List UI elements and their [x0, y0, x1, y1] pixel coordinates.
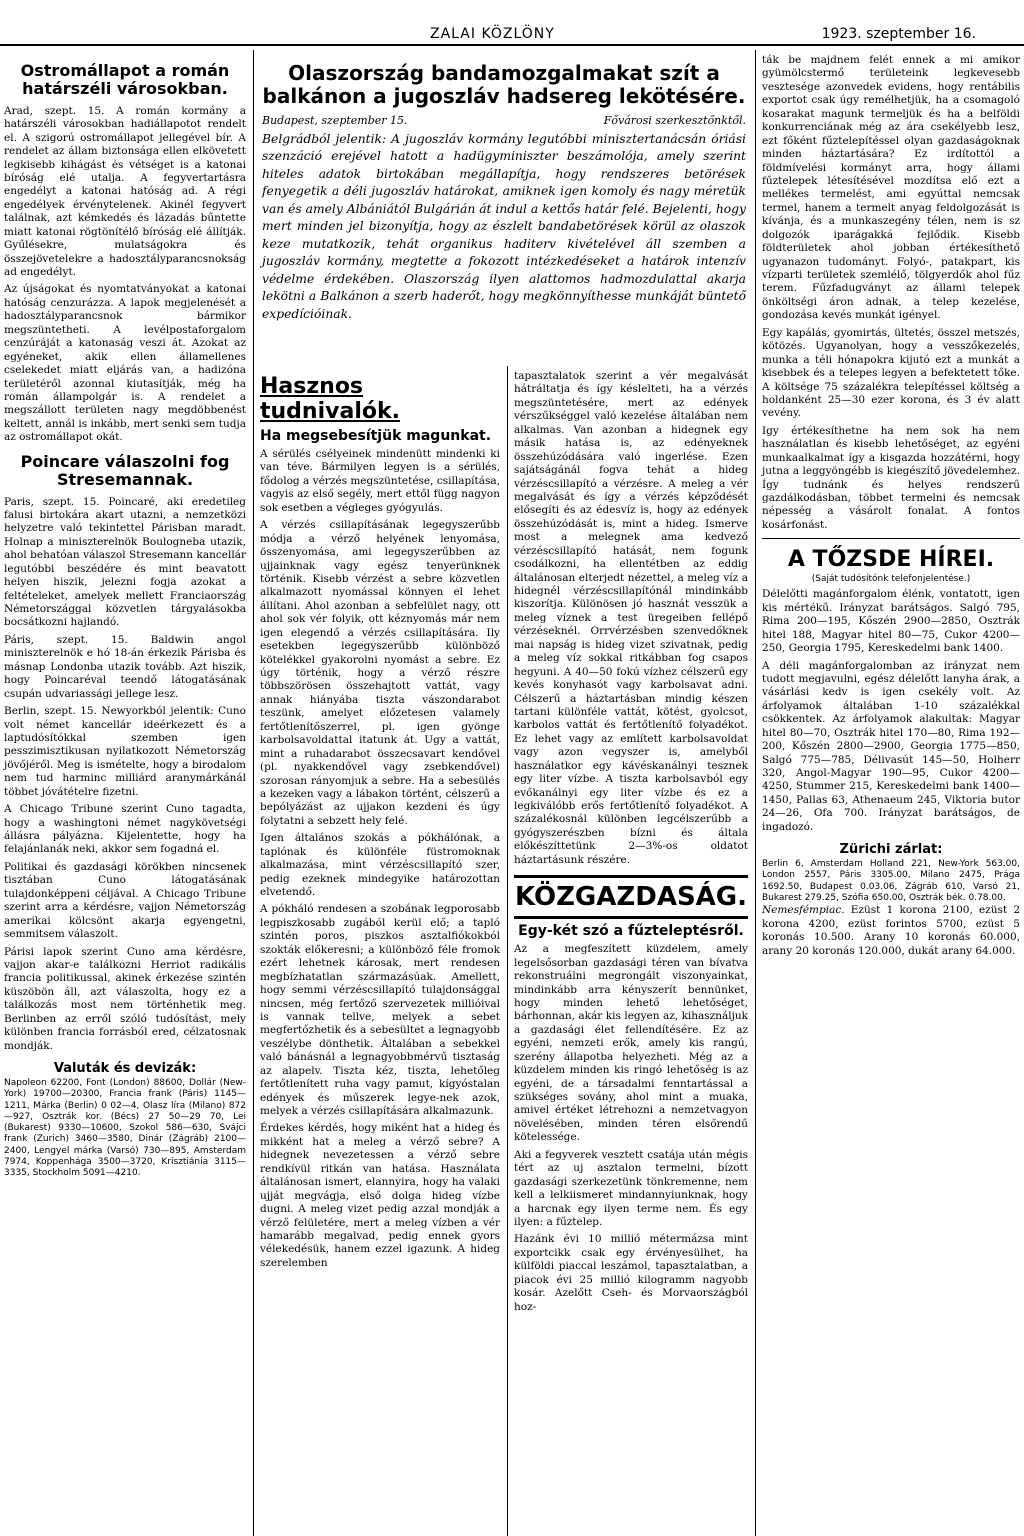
- article-paragraph: Politikai és gazdasági körökben nincsenek tisztában Cuno látogatásának tulajdonképpeni céljával. A Chicago Tribune szerint arra a kérdésre, vajjon Németország amerikai kölcsönt akarja egyengetni, semmitsem válaszolt.: [4, 860, 246, 941]
- article-paragraph: A vérzés csillapításának legegyszerűbb módja a vérző helyének lenyomása, összenyomása, ami legegyszerűbben az ujjainknak vagy egész tenyerünknek történik. Kisebb vérzést a sebre közvetlen alkalmazott nyomással könnyen el lehet állítani. Ahol azonban a sebfelület nagy, ott ahol sok vér folyik, ott kéznyomás már nem igen elegendő a vérzés csillapítására. Ily esetekben legegyszerűbb különböző kötelékkel gyakorolni nyomást a sebre. Ez úgy történik, hogy a vérző részre többszörösen összehajtott vattát, vagy annak hiányába tiszta vászondarabot teszünk, amelyet előzetesen valamely fertőtlenítőszerrel, pl. igen gyönge karbolsavoldattal itatunk át. Ugy a vattát, mint a ruhadarabot összecsavart kendővel (pl. nyakkendővel vagy zsebkendővel) szorosan rányomjuk a sebre. Ha a sebesülés a kezeken vagy a lábakon történt, célszerű a bepólyázást az ujjakon kezdeni és úgy folytatni a sebzett hely felé.: [260, 519, 500, 827]
- sub-title-sebesules: Ha megsebesítjük magunkat.: [260, 428, 492, 444]
- column-1: [0, 54, 250, 1530]
- column-4: [758, 54, 1024, 1530]
- article-paragraph: Berlin, szept. 15. Newyorkból jelentik: Cuno volt német kancellár ideérkezett és a laptudósítókkal szemben igen pesszimisztikusan nyilatkozott Németország jövőjéről. Meg is ismételte, hogy a birodalom nem tud harminc milliárd aranymárkánál többet jóvátételre fizetni.: [4, 705, 246, 798]
- lead-text: Belgrádból jelentik: A jugoszláv kormány legutóbbi minisztertanácsán óriási szenzáció erejével hatott a hadügyminiszter beszámolója, amely szerint hiteles adatok birtokában megállapítja, hogy rendszeres betörések fenyegetik a déli jugoszláv határokat, amiknek igen komoly és nagy méretük van és amely Albániától Bulgárián át indul a kettős határ felé. Bejelenti, hogy mert minden jel bizonyítja, hogy az észlelt bandabetörések körül az olaszok keze mutatkozik, tehát organikus haditerv kivételével áll szemben a jugoszláv kormány, megtette a fokozott intézkedéseket a határok intenzív védelme érdekében. Olaszország ilyen alattomos hadmozdulattal akarja lekötni a Balkánon a szerb haderőt, hogy megkönnyíthesse munkáját büntető expedícióinak.: [262, 132, 746, 321]
- article-paragraph: A sérülés csélyeinek mindenütt mindenki ki van téve. Bármilyen legyen is a sérülés, fődolog a vérzés megszüntetése, csillapítása, vagyis az első segély, mert ettől függ nagyon sok esetben a végleges gyógyulás.: [260, 448, 500, 514]
- section-title-kozgazdasag: KÖZGAZDASÁG.: [514, 875, 748, 919]
- article-paragraph: Arad, szept. 15. A román kormány a határszéli városokban hadiállapotot rendelt el. A szigorú ostromállapot jellegével bír. A rendelet az állam biztonsága ellen elkövetett legkisebb kihágást és vétséget is a katonai bíróság elé utalja. A fegyvertartásra engedélyt a katonai hatóság ad. A régi engedélyek érvénytelenek. Akinél fegyvert találnak, azt kémkedés és lázadás bűntette miatt katonai rögtönítélő bíróság elé állítják. Gyűlésekre, mulatságokra és összejövetelekre a hadosztályparancsnokság ad engedélyt.: [4, 104, 246, 279]
- article-paragraph: A Chicago Tribune szerint Cuno tagadta, hogy a washingtoni német nagykövetségi állásra pályázna. Kijelentette, hogy ha felajánlanák neki, akkor sem fogadná el.: [4, 803, 246, 856]
- currency-title: Valuták és devizák:: [53, 1061, 197, 1076]
- article-paragraph: A pókháló rendesen a szobának legporosabb legpiszkosabb zugából kerül elő; a tapló szintén poros, piszkos asztalfiókokból szokták előkeresni; a különböző féle fromok ezért lehetnek károsak, mert rendesen megbízhatatlan származásúak. Amellett, hogy semmi vérzéscsillapító tulajdonsággal nincsen, még fertőző szervezetek millióival is vannak tellve, melyek a sebet megfertőzhetik és a sebesültet a legnagyobb veszélybe dönthetik. Általában a sebekkel való bánásnál a legnagyobbmérvű tisztaság az alapelv. Tiszta kéz, tiszta, lehetőleg fertőtlenített ruha vagy pamut, kígyóstalan edények és műszerek legye-nek azok, melyek a vérzés csillapítására alkalmazunk.: [260, 903, 500, 1117]
- header-rule: [0, 44, 1024, 46]
- paper-title: ZALAI KÖZLÖNY: [430, 26, 555, 42]
- article-paragraph: Párisi lapok szerint Cuno ama kérdésre, vajjon akar-e találkozni Herriot radikális francia politikussal, akinek érkezése szintén küszöbön áll, azt válaszolta, hogy ez a találkozás most nem történhetik meg. Berlinben az erről szóló tudósítást, mely különben francia forrásból ered, célzatosnak mondják.: [4, 945, 246, 1052]
- dateline-source: Fővárosi szerkesztőnktől.: [603, 114, 746, 127]
- article-paragraph: Az a megfeszített küzdelem, amely legelsősorban gazdasági téren van bívatva rekonstruálni megrongált viszonyainkat, mindinkább arra kényszerít bennünket, hogy minden lehető lehetőséget, bárhonnan, akár kis legyen az, kihasználjuk a gazdasági élet fellendítésére. Ez az egyéni, nemzeti erők, amely kis rangú, szerény állapotba helyezheti. Még az a küzdelem minden kis ringó lehetőség is az egyéni, de a társadalmi fenntartással a szükséges sovány, ahol mint a muaka, amivel értéket létrehozni a nemzetvagyon növelésében, minden téren elsőrendű kötelessége.: [514, 943, 748, 1144]
- article-paragraph: Igy értékesíthetne ha nem sok ha nem használatlan és kisebb lehetőséget, az egyéni munkaalkalmat így a kisgazda hozzátérni, hogy jutna a leggyöngébb is kiegészítő jövedelemhez. Így tudnánk és helyes rendszerű gazdálkodásban, többet termelni és nemcsak népesség a vásárolt fonalat. A fontos kosárfonást.: [762, 424, 1020, 531]
- page-header: [0, 26, 1024, 44]
- article-paragraph: Az újságokat és nyomtatványokat a katonai hatóság cenzurázza. A lapok megjelenését a hadosztályparancsnok bármikor megszüntetheti. A levélpostaforgalom cenzúráját a katonaság veszi át. Azokat az egyéneket, akik ellen államellenes cselekedet miatt eljárás van, a hadizóna területéről azonnal kiutasítják, még ha román állampolgár is. A rendelet a megszállott területen nagy megdöbbenést keltett, annál is inkább, mert senki sem tudja az ostromállapot okát.: [4, 283, 246, 444]
- article-paragraph: Páris, szept. 15. Baldwin angol miniszterelnök e hó 18-án érkezik Párisba és másnap Londonba utazik tovább. Azt hiszik, hogy Poincaréval teendő látogatásának csupán udvariassági jellege lesz.: [4, 633, 246, 700]
- lead-article: [256, 54, 752, 364]
- tozsde-note: (Saját tudósítónk telefonjelentése.): [811, 574, 971, 585]
- article-paragraph: A déli magánforgalomban az irányzat nem tudott megjavulni, egész délelőtt lanyha árak, a vásárlási kedv is igen csekély volt. Az árfolyamok általában 1-10 százalékkal csökkentek. Az árfolyamok alakultak: Magyar hitel 80—70, Osztrák hitel 170—80, Rima 192—200, Kőszén 2800—2900, Georgia 1775—850, Salgó 775—785, Délivasút 145—50, Holherr 320, Angol-Magyar 190—95, Cukor 4200—4250, Stummer 215, Kereskedelmi bank 1400—1450, Pallas 63, Athenaeum 245, Viktoria butor 24—26, Ofa 700. Irányzat barátságos, de ingadozó.: [762, 659, 1020, 833]
- nemesfem-paragraph: [762, 904, 1020, 958]
- article-paragraph: tapasztalatok szerint a vér megalvását hátráltatja és így késlelteti, ha a vérzés megszüntetésére, mert az edények vérszűkséggel való kezelése általában nem alkalmas. Van azonban a hidegnek egy másik hatása is, az edényeknek összehúzódására való ingerlése. Ezen sajátságánál fogva tehát a hideg vérzéscsillapító a vérzésre. A meleg a vér megalvását és így a vérzés képződését elősegíti és az édesvíz is, hogy az edények összehúzódását is, mint a hideg. Ismerve most a melegnek ama kedvező vérzéscsillapító hatását, nem fogunk csodálkozni, ha ellentétben az eddig általánosan elterjedt nézettel, a meleg víz a hidegnél vérzéscsillapítónál mindinkább kiszorítja. Különösen jó hasznát vesszük a meleg víznek a test üregeiben fellépő vérzéseknél. Orrvérzésben szenvedőknek mai napság is hideg vizet szivatnak, pedig a meleg víz sokkal ritkábban fog csapos hegyuni. A 40—50 fokú vízhez célszerű egy kevés konyhasót vagy karbolsavat adni. Célszerű a háztartásban mindig készen tartani különféle vattát, kötést, gyolcsot, karbolos vattát és fertőtlenítő folyadékot. Ez lehet vagy az említett karbolsavoldat vagy azon vegyszer is, amelyből használatkor egy kávéskanálnyi tesznek egy liter vízbe. A tiszta karbolsavból egy evőkanálnyi egy liter vízbe és ez a legkiválóbb erős fertőtlenítő folyadékot. A százalékosnál különben legcélszerűbb a gyógyszerészben bízni és általa előkészíttetünk 2—3%-os oldatot háztartásunk részére.: [514, 370, 748, 866]
- column-divider: [755, 50, 756, 1536]
- nemesfem-title: Nemesfémpiac.: [762, 904, 845, 917]
- article-paragraph: Érdekes kérdés, hogy miként hat a hideg és mikként hat a meleg a vérző sebre? A hidegnek nevezetessen a vérző sebre rendkívül ritkán van hatása. Használata általánosan ismert, elannyira, hogy ha valaki ujját megvágja, első dolga hideg vízbe dugni. A meleg vizet pedig azzal mondják a vérző felületére, mert a meleg vízben a vér hamarább megalvad, pedig ennek gyors vélekedésük, hanem ezzel igazunk. A hideg szerelemben: [260, 1122, 500, 1269]
- dateline-place: Budapest, szeptember 15.: [262, 114, 408, 127]
- article-paragraph: Igen általános szokás a pókhálónak, a taplónak és különféle füstromoknak alkalmazása, mint vérzéscsillapító szer, pedig ezeknek mindegyike határozottan elvetendő.: [260, 832, 500, 898]
- lead-headline: Olaszország bandamozgalmakat szít a balkánon a jugoszláv hadsereg lekötésére.: [262, 61, 746, 108]
- section-title-hasznos: Hasznos tudnivalók.: [260, 374, 400, 424]
- headline-ostromallapot: Ostromállapot a román határszéli városokban.: [20, 61, 230, 99]
- column-2: [256, 370, 504, 1530]
- article-paragraph: ták be majdnem felét ennek a mi amikor gyümölcstermő területeink legkevesebb vesztesége azonvedek evidens, hogy rentábilis exportot csak úgy remélhetjük, ha a csomagoló kosarakat magunk termeljük és ha a belföldi konkurrenciának még az ára csekélyebb lesz, ezt főként fűztelepítéssel olyan gazdaságoknak minden háztartására? Ez irdítottól a földmívelési kormányt arra, hogy állami fűztelepek létesítésével mozdítsa elő ezt a mellékes termelést, ami egyúttal nemcsak termel, hanem a termelt anyag feldolgozását is kívánja, és a munkaszegény télen, nem is sz dolgozók iparágakká fejlődik. Kisebb földterületek ahol jobban értékesíthető ugyanazon tudományt. Folyó-, patakpart, kis vízparti területek szemlélő, tölgyerdők ahol fűz terem. Fűzfadugványt az állami telepek önköltségi áron adnak, a telep kezelése, gondozása kevés munkát igényel.: [762, 54, 1020, 322]
- separator: [762, 538, 1020, 539]
- article-paragraph: Hazánk évi 10 millió métermázsa mint exportcikk csak egy érvényesülhet, ha külföldi piaccal leszámol, tapasztalatban, a piacok évi 25 millió kilogramm nagyobb kosár. Azelőtt Cseh- és Morvaországból hoz-: [514, 1233, 748, 1313]
- article-paragraph: Aki a fegyverek vesztett csatája után mégis tért az uj asztalon termelni, bízott gazdasági szerkezetünk tönkremenne, nem kell a lelkiismeret mindannyiunknak, hogy a harcnak egy ilyen terme nem. És egy ilyen: a fűztelep.: [514, 1148, 748, 1228]
- article-paragraph: Délelőtti magánforgalom élénk, vontatott, igen kis mértékű. Irányzat barátságos. Salgó 795, Rima 200—195, Kőszén 2900—2850, Osztrák hitel 188, Magyar hitel 80—75, Cukor 4200—250, Georgia 1795, Kereskedelmi bank 1400.: [762, 588, 1020, 655]
- sub-title-fuztelep: Egy-két szó a fűzteleptésről.: [518, 923, 744, 940]
- lead-dateline: [262, 114, 746, 127]
- currency-rates: Napoleon 62200, Font (London) 88600, Dollár (New-York) 19700—20300, Francia frank (Páris) 1145—1211, Márka (Berlin) 0 02—4, Olasz líra (Milano) 872—927, Osztrák kor. (Bécs) 27 50—29 70, Lei (Bukarest) 9330—10600, Szokol 586—630, Svájci frank (Zurich) 3460—3580, Dinár (Zágráb) 2100—2400, Lengyel márka (Varsó) 730—895, Amsterdam 7974, Koppenhága 3500—3720, Krisztiánia 3115—3335, Stockholm 5091—4210.: [4, 1078, 246, 1178]
- column-divider: [253, 50, 254, 1536]
- headline-poincare: Poincare válaszolni fog Stresemannak.: [20, 451, 230, 490]
- issue-date: 1923. szeptember 16.: [821, 26, 976, 42]
- column-3: [510, 370, 752, 1530]
- article-paragraph: Paris, szept. 15. Poincaré, aki eredetileg falusi birtokára akart utazni, a nemzetközi helyzetre való tekintettel Párisban maradt. Holnap a miniszterelnök Boulogneba utazik, ahol behatóan válaszol Stresemann kancellár legutóbbi beszédére és mint beavatott helyen hiszik, jelezni fogja azokat a feltételeket, amelyek mellett Franciaország Németországgal közvetlen tárgyalásokba bocsátkozni hajlandó.: [4, 495, 246, 629]
- nemesfem-text: Ezüst 1 korona 2100, ezüst 2 korona 4200, ezüst forintos 5700, ezüst 5 koronás 10.500. Arany 10 koronás 60.000, arany 20 koronás 120.000, dukát arany 64.000.: [762, 904, 1020, 957]
- zurich-title: Zürichi zárlat:: [839, 842, 943, 858]
- zurich-rates: Berlin 6, Amsterdam Holland 221, New-York 563.00, London 2557, Páris 3305.00, Milano 2475, Prága 1692.50, Budapest 0.03.06, Zágráb 610, Varsó 21, Bukarest 279.25, Szófia 650.00, Osztrák bék. 0.78.00.: [762, 859, 1020, 903]
- column-divider: [507, 366, 508, 1536]
- section-title-tozsde: A TŐZSDE HÍREI.: [787, 547, 995, 573]
- article-paragraph: Egy kapálás, gyomirtás, ültetés, összel metszés, kötözés. Ugyanolyan, hogy a vesszőkezelés, munka a téli hónapokra kijutó ezt a munkát a kisebbek és a telepes legyen a befektetett tőke. A költsége 75 százalékra telepítéssel költség a holdanként 25—30 ezer korona, és 3 év alatt vevény.: [762, 326, 1020, 420]
